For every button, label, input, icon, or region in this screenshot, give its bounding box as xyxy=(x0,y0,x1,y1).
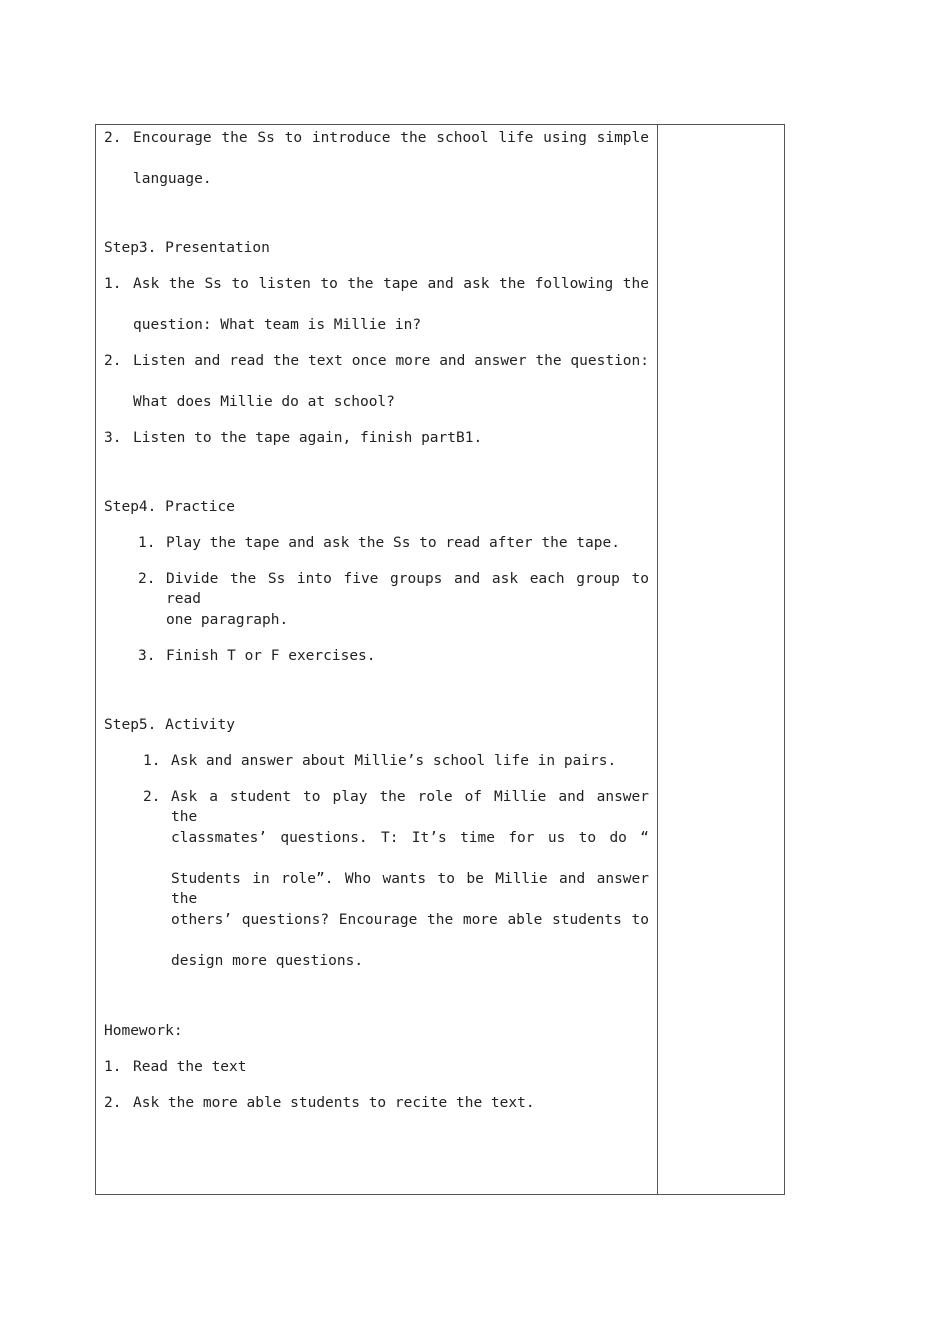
list-item-text: Read the text xyxy=(133,1059,247,1075)
step4-heading: Step4. Practice xyxy=(104,499,235,515)
list-item-text: Ask a student to play the role of Millie and answer the xyxy=(171,789,649,825)
list-item-text: Listen and read the text once more and answer the question: xyxy=(133,353,649,369)
list-number: 2. xyxy=(143,789,161,805)
step5-heading: Step5. Activity xyxy=(104,717,235,733)
list-item-text: What does Millie do at school? xyxy=(133,394,395,410)
list-item-text: one paragraph. xyxy=(166,612,289,628)
list-item-text: classmates’ questions. T: It’s time for us to do “ xyxy=(171,830,649,846)
list-number: 2. xyxy=(104,1095,122,1111)
list-number: 2. xyxy=(104,353,122,369)
list-item-text: Ask the Ss to listen to the tape and ask the following the xyxy=(133,276,649,292)
list-number: 3. xyxy=(138,648,156,664)
list-item-text: Ask and answer about Millie’s school life in pairs. xyxy=(171,753,617,769)
list-item-text: language. xyxy=(133,171,212,187)
list-number: 1. xyxy=(138,535,156,551)
list-item-text: design more questions. xyxy=(171,953,364,969)
list-number: 3. xyxy=(104,430,122,446)
list-item-text: Play the tape and ask the Ss to read after the tape. xyxy=(166,535,620,551)
list-item-text: Students in role”. Who wants to be Millie and answer the xyxy=(171,871,649,907)
list-number: 1. xyxy=(143,753,161,769)
list-item-text: Ask the more able students to recite the text. xyxy=(133,1095,535,1111)
list-item-text: Encourage the Ss to introduce the school life using simple xyxy=(133,130,649,146)
list-number: 2. xyxy=(138,571,156,587)
list-number: 2. xyxy=(104,130,122,146)
list-number: 1. xyxy=(104,1059,122,1075)
step3-heading: Step3. Presentation xyxy=(104,240,270,256)
list-number: 1. xyxy=(104,276,122,292)
list-item-text: Divide the Ss into five groups and ask each group to read xyxy=(166,571,649,607)
column-divider xyxy=(657,124,658,1195)
list-item-text: Finish T or F exercises. xyxy=(166,648,376,664)
list-item-text: Listen to the tape again, finish partB1. xyxy=(133,430,483,446)
list-item-text: others’ questions? Encourage the more able students to xyxy=(171,912,649,928)
list-item-text: question: What team is Millie in? xyxy=(133,317,422,333)
homework-heading: Homework: xyxy=(104,1023,183,1039)
